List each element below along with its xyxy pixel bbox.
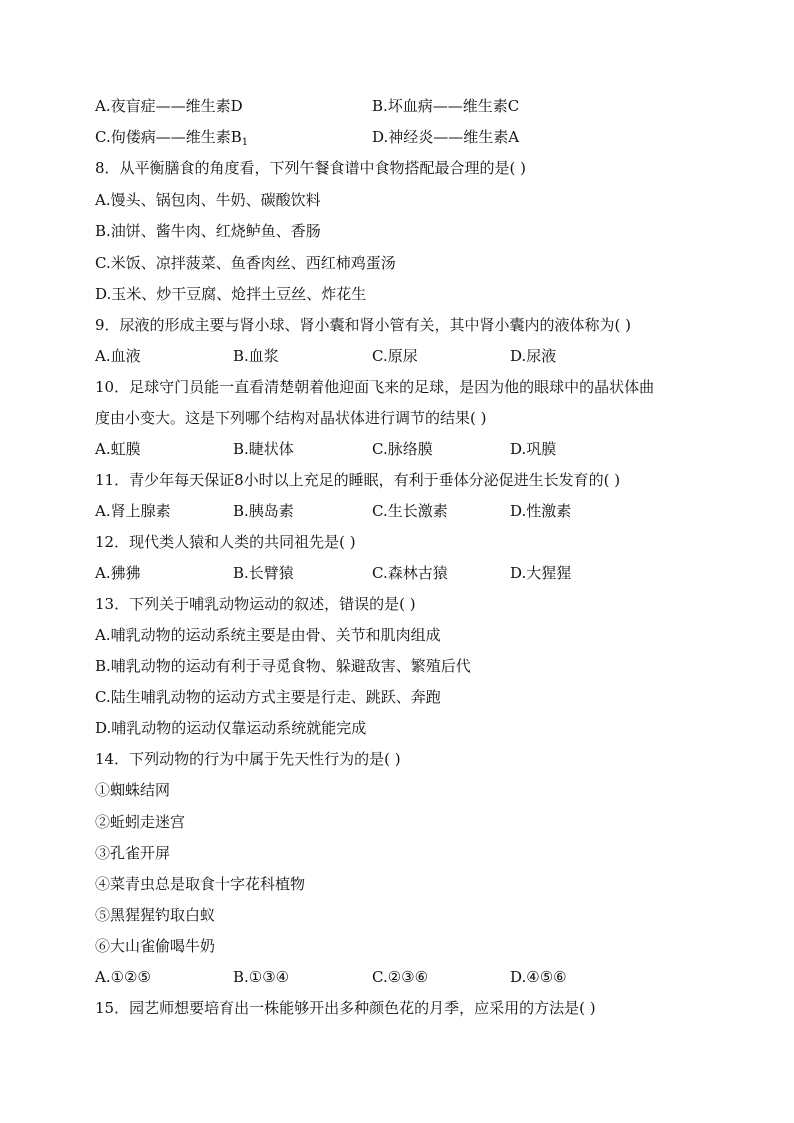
q12-stem: 12．现代类人猿和人类的共同祖先是( ) — [95, 533, 356, 551]
q12-option-c: C.森林古猿 — [372, 564, 448, 582]
q8-option-c: C.米饭、凉拌菠菜、鱼香肉丝、西红柿鸡蛋汤 — [95, 254, 396, 272]
q12-option-d: D.大猩猩 — [510, 564, 572, 582]
q14-item-5: ⑤黑猩猩钓取白蚁 — [95, 906, 216, 924]
q10-option-a: A.虹膜 — [95, 440, 141, 458]
q7-option-d: D.神经炎——维生素A — [372, 128, 520, 146]
q10-option-b: B.睫状体 — [233, 440, 294, 458]
q8-stem: 8．从平衡膳食的角度看，下列午餐食谱中食物搭配最合理的是( ) — [95, 159, 527, 177]
q9-option-d: D.尿液 — [510, 347, 557, 365]
q13-stem: 13．下列关于哺乳动物运动的叙述，错误的是( ) — [95, 595, 416, 613]
q11-option-a: A.肾上腺素 — [95, 502, 171, 520]
q10-stem-line2: 度由小变大。这是下列哪个结构对晶状体进行调节的结果( ) — [95, 409, 487, 427]
q11-option-b: B.胰岛素 — [233, 502, 294, 520]
q14-item-1: ①蜘蛛结网 — [95, 781, 171, 799]
q15-stem: 15．园艺师想要培育出一株能够开出多种颜色花的月季，应采用的方法是( ) — [95, 999, 596, 1017]
q11-option-d: D.性激素 — [510, 502, 572, 520]
q13-option-d: D.哺乳动物的运动仅靠运动系统就能完成 — [95, 719, 367, 737]
q11-option-c: C.生长激素 — [372, 502, 448, 520]
q13-option-b: B.哺乳动物的运动有利于寻觅食物、躲避敌害、繁殖后代 — [95, 657, 471, 675]
q11-stem: 11．青少年每天保证8小时以上充足的睡眠，有利于垂体分泌促进生长发育的( ) — [95, 471, 621, 489]
q12-option-a: A.狒狒 — [95, 564, 141, 582]
q7-option-c — [95, 127, 248, 147]
q7-option-a: A.夜盲症——维生素D — [95, 97, 243, 115]
q13-option-a: A.哺乳动物的运动系统主要是由骨、关节和肌肉组成 — [95, 626, 441, 644]
q7-option-b: B.坏血病——维生素C — [372, 97, 520, 115]
q7-option-c-subscript: 1 — [241, 137, 249, 148]
q8-option-d: D.玉米、炒干豆腐、炝拌土豆丝、炸花生 — [95, 285, 367, 303]
q14-option-a: A.①②⑤ — [95, 968, 151, 986]
q9-option-b: B.血浆 — [233, 347, 279, 365]
q14-item-2: ②蚯蚓走迷宫 — [95, 813, 186, 831]
q8-option-b: B.油饼、酱牛肉、红烧鲈鱼、香肠 — [95, 222, 321, 240]
q14-item-3: ③孔雀开屏 — [95, 844, 171, 862]
q10-stem-line1: 10．足球守门员能一直看清楚朝着他迎面飞来的足球，是因为他的眼球中的晶状体曲 — [95, 378, 655, 396]
q13-option-c: C.陆生哺乳动物的运动方式主要是行走、跳跃、奔跑 — [95, 688, 441, 706]
q9-stem: 9．尿液的形成主要与肾小球、肾小囊和肾小管有关，其中肾小囊内的液体称为( ) — [95, 316, 632, 334]
q8-option-a: A.馒头、锅包肉、牛奶、碳酸饮料 — [95, 191, 321, 209]
q14-item-4: ④菜青虫总是取食十字花科植物 — [95, 875, 306, 893]
q9-option-a: A.血液 — [95, 347, 141, 365]
q14-option-b: B.①③④ — [233, 968, 290, 986]
q12-option-b: B.长臂猿 — [233, 564, 294, 582]
q14-item-6: ⑥大山雀偷喝牛奶 — [95, 937, 216, 955]
q14-option-c: C.②③⑥ — [372, 968, 429, 986]
q10-option-c: C.脉络膜 — [372, 440, 433, 458]
q14-option-d: D.④⑤⑥ — [510, 968, 567, 986]
q10-option-d: D.巩膜 — [510, 440, 557, 458]
q7-option-c-text: C.佝偻病——维生素B — [95, 128, 242, 146]
q14-stem: 14．下列动物的行为中属于先天性行为的是( ) — [95, 750, 401, 768]
q9-option-c: C.原尿 — [372, 347, 418, 365]
